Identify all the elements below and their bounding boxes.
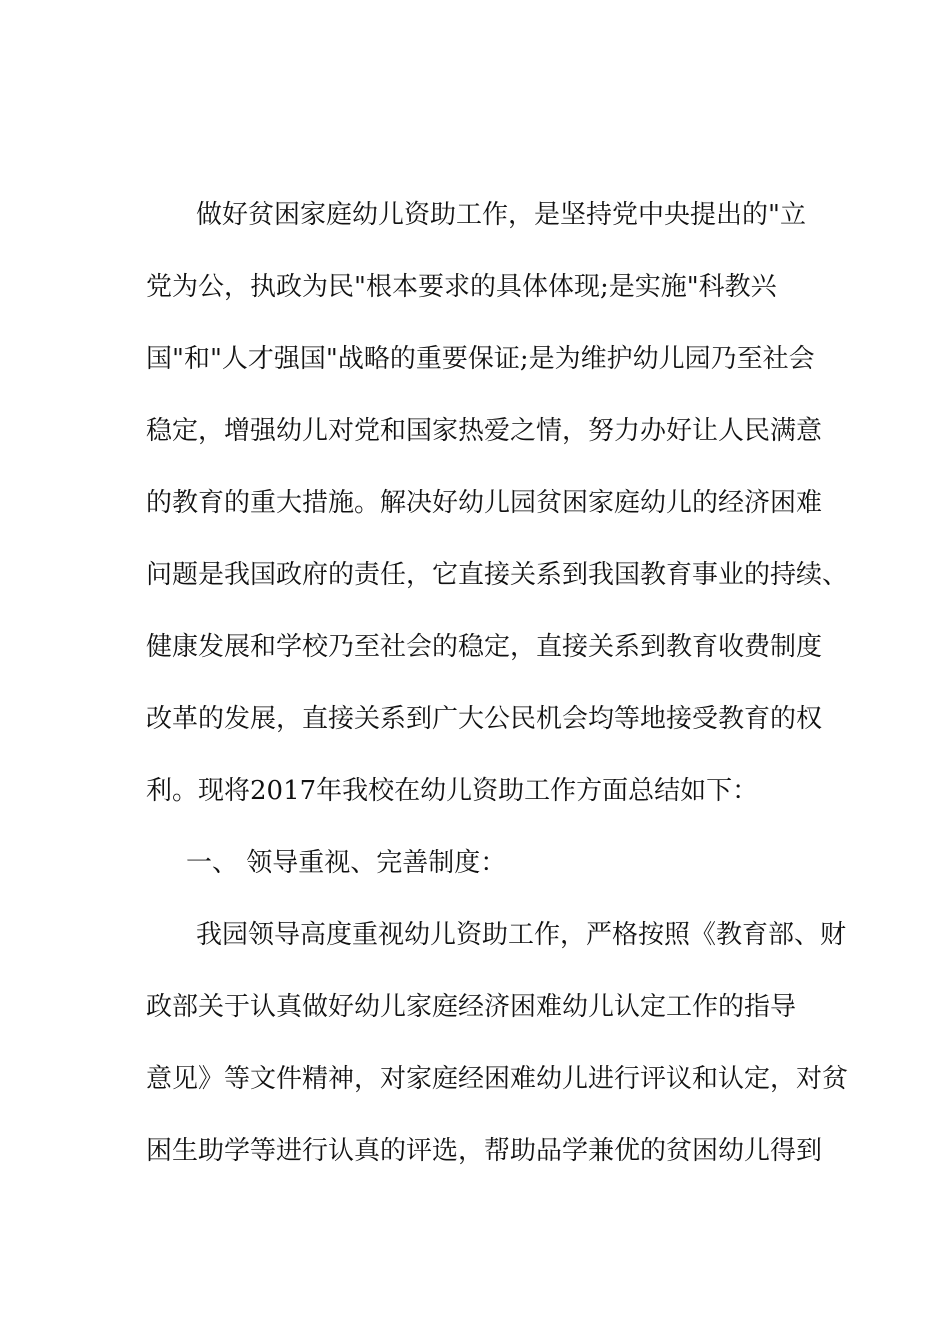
paragraph-2-line-3: 意见》等文件精神，对家庭经困难幼儿进行评议和认定，对贫 [146, 1064, 849, 1094]
paragraph-1-line-1: 做好贫困家庭幼儿资助工作，是坚持党中央提出的"立 [196, 200, 806, 230]
paragraph-1-line-5: 的教育的重大措施。解决好幼儿园贫困家庭幼儿的经济困难 [146, 488, 823, 518]
paragraph-1-line-8: 改革的发展，直接关系到广大公民机会均等地接受教育的权 [146, 704, 823, 734]
paragraph-1-line-6: 问题是我国政府的责任，它直接关系到我国教育事业的持续、 [146, 560, 849, 590]
paragraph-2-line-4: 困生助学等进行认真的评选，帮助品学兼优的贫困幼儿得到 [146, 1136, 823, 1166]
paragraph-1-line-9: 利。现将2017年我校在幼儿资助工作方面总结如下： [146, 776, 759, 806]
paragraph-2-line-1: 我园领导高度重视幼儿资助工作，严格按照《教育部、财 [196, 920, 847, 950]
paragraph-2-line-2: 政部关于认真做好幼儿家庭经济困难幼儿认定工作的指导 [146, 992, 797, 1022]
section-heading-1: 一、 领导重视、完善制度： [186, 848, 507, 878]
paragraph-1-line-7: 健康发展和学校乃至社会的稳定，直接关系到教育收费制度 [146, 632, 823, 662]
paragraph-1-line-3: 国"和"人才强国"战略的重要保证;是为维护幼儿园乃至社会 [146, 344, 815, 374]
paragraph-1-line-4: 稳定，增强幼儿对党和国家热爱之情，努力办好让人民满意 [146, 416, 823, 446]
paragraph-1-line-2: 党为公，执政为民"根本要求的具体体现;是实施"科教兴 [146, 272, 777, 302]
